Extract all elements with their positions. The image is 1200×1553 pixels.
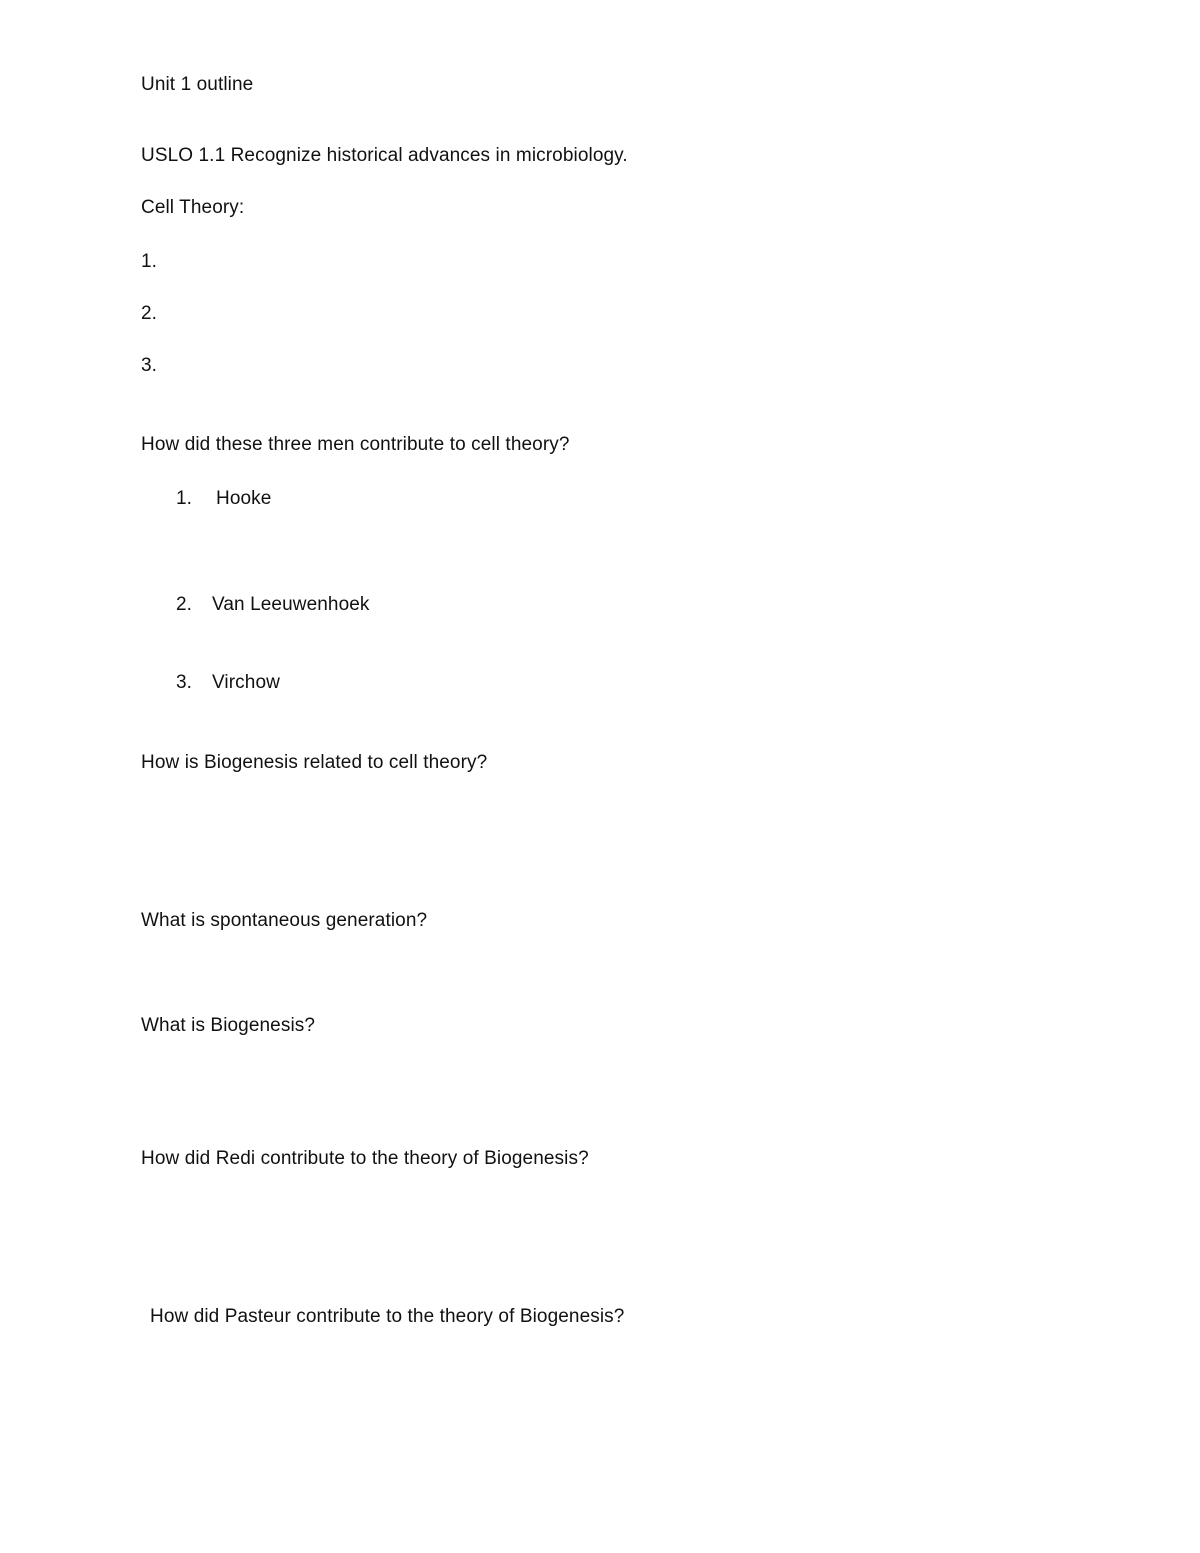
question-spontaneous-generation: What is spontaneous generation? [141,910,428,931]
contributor-number: 2. [176,594,193,615]
question-biogenesis-cell-theory: How is Biogenesis related to cell theory? [141,752,488,773]
cell-theory-heading: Cell Theory: [141,197,245,218]
contributor-item-virchow [176,671,280,695]
uslo-objective: USLO 1.1 Recognize historical advances in microbiology. [141,145,628,166]
cell-theory-item-3: 3. [141,355,158,376]
cell-theory-item-1: 1. [141,251,158,272]
document-title: Unit 1 outline [141,74,254,95]
question-redi: How did Redi contribute to the theory of Biogenesis? [141,1148,589,1169]
contributor-item-hooke [176,487,271,511]
contributor-item-van-leeuwenhoek [176,593,370,617]
contributor-number: 1. [176,488,193,509]
question-pasteur: How did Pasteur contribute to the theory of Biogenesis? [150,1306,625,1327]
contributors-question: How did these three men contribute to cell theory? [141,434,570,455]
contributor-name: Van Leeuwenhoek [212,594,370,615]
contributor-number: 3. [176,672,193,693]
contributor-name: Virchow [212,672,280,693]
cell-theory-item-2: 2. [141,303,158,324]
question-what-is-biogenesis: What is Biogenesis? [141,1015,316,1036]
contributor-name: Hooke [216,488,272,509]
